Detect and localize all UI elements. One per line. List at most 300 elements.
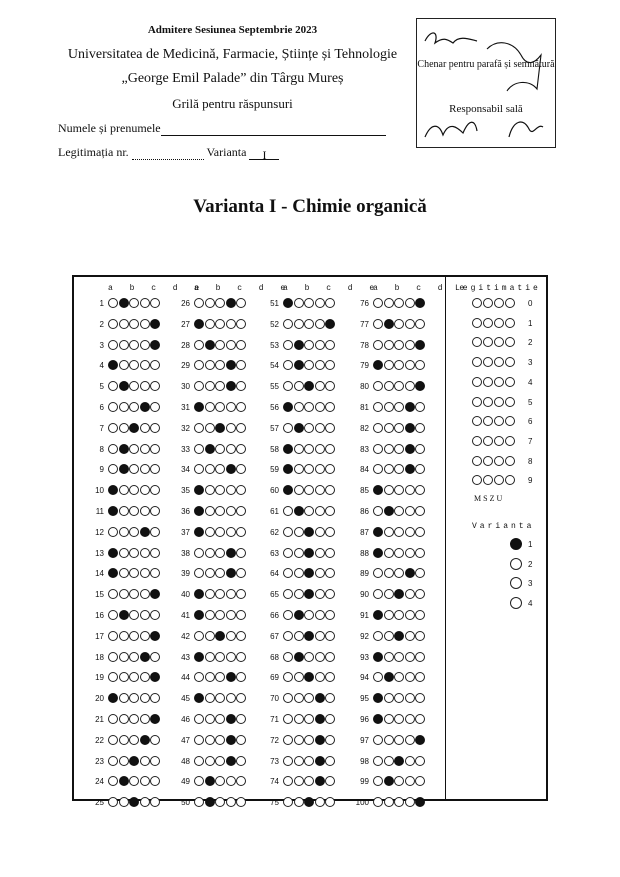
answer-bubble[interactable]	[325, 548, 335, 558]
answer-bubble[interactable]	[150, 340, 160, 350]
answer-bubble[interactable]	[405, 464, 415, 474]
answer-bubble[interactable]	[205, 714, 215, 724]
answer-bubble[interactable]	[236, 319, 246, 329]
answer-bubble[interactable]	[373, 631, 383, 641]
answer-bubble[interactable]	[394, 797, 404, 807]
name-field[interactable]	[161, 124, 386, 136]
answer-bubble[interactable]	[315, 797, 325, 807]
answer-bubble[interactable]	[415, 797, 425, 807]
answer-bubble[interactable]	[384, 631, 394, 641]
answer-bubble[interactable]	[226, 298, 236, 308]
answer-bubble[interactable]	[304, 298, 314, 308]
varianta-bubble[interactable]	[510, 538, 522, 550]
answer-bubble[interactable]	[373, 756, 383, 766]
answer-bubble[interactable]	[119, 360, 129, 370]
answer-bubble[interactable]	[384, 672, 394, 682]
answer-bubble[interactable]	[194, 444, 204, 454]
id-digit-bubble[interactable]	[472, 298, 482, 308]
answer-bubble[interactable]	[140, 464, 150, 474]
answer-bubble[interactable]	[315, 610, 325, 620]
answer-bubble[interactable]	[415, 735, 425, 745]
answer-bubble[interactable]	[415, 423, 425, 433]
answer-bubble[interactable]	[384, 797, 394, 807]
id-digit-bubble[interactable]	[505, 436, 515, 446]
answer-bubble[interactable]	[236, 548, 246, 558]
answer-bubble[interactable]	[205, 589, 215, 599]
answer-bubble[interactable]	[384, 693, 394, 703]
answer-bubble[interactable]	[294, 381, 304, 391]
answer-bubble[interactable]	[294, 527, 304, 537]
id-digit-bubble[interactable]	[505, 318, 515, 328]
answer-bubble[interactable]	[140, 714, 150, 724]
answer-bubble[interactable]	[294, 693, 304, 703]
answer-bubble[interactable]	[236, 423, 246, 433]
answer-bubble[interactable]	[294, 568, 304, 578]
answer-bubble[interactable]	[215, 298, 225, 308]
answer-bubble[interactable]	[304, 444, 314, 454]
answer-bubble[interactable]	[140, 485, 150, 495]
answer-bubble[interactable]	[315, 444, 325, 454]
answer-bubble[interactable]	[140, 444, 150, 454]
answer-bubble[interactable]	[226, 527, 236, 537]
id-digit-bubble[interactable]	[483, 436, 493, 446]
answer-bubble[interactable]	[415, 714, 425, 724]
answer-bubble[interactable]	[119, 631, 129, 641]
answer-bubble[interactable]	[119, 756, 129, 766]
answer-bubble[interactable]	[373, 714, 383, 724]
answer-bubble[interactable]	[384, 381, 394, 391]
answer-bubble[interactable]	[150, 797, 160, 807]
answer-bubble[interactable]	[226, 485, 236, 495]
answer-bubble[interactable]	[415, 319, 425, 329]
answer-bubble[interactable]	[226, 672, 236, 682]
answer-bubble[interactable]	[236, 797, 246, 807]
answer-bubble[interactable]	[394, 319, 404, 329]
varianta-bubble[interactable]	[510, 597, 522, 609]
answer-bubble[interactable]	[226, 319, 236, 329]
answer-bubble[interactable]	[150, 714, 160, 724]
answer-bubble[interactable]	[415, 756, 425, 766]
answer-bubble[interactable]	[384, 756, 394, 766]
answer-bubble[interactable]	[140, 506, 150, 516]
answer-bubble[interactable]	[215, 797, 225, 807]
answer-bubble[interactable]	[394, 506, 404, 516]
id-digit-bubble[interactable]	[472, 436, 482, 446]
answer-bubble[interactable]	[140, 776, 150, 786]
answer-bubble[interactable]	[315, 319, 325, 329]
id-digit-bubble[interactable]	[494, 436, 504, 446]
answer-bubble[interactable]	[108, 756, 118, 766]
answer-bubble[interactable]	[315, 485, 325, 495]
id-digit-bubble[interactable]	[505, 377, 515, 387]
id-digit-bubble[interactable]	[472, 456, 482, 466]
answer-bubble[interactable]	[236, 402, 246, 412]
answer-bubble[interactable]	[405, 444, 415, 454]
id-digit-bubble[interactable]	[494, 377, 504, 387]
answer-bubble[interactable]	[119, 568, 129, 578]
id-digit-bubble[interactable]	[472, 377, 482, 387]
answer-bubble[interactable]	[373, 402, 383, 412]
answer-bubble[interactable]	[394, 610, 404, 620]
id-digit-bubble[interactable]	[505, 397, 515, 407]
id-digit-bubble[interactable]	[483, 377, 493, 387]
answer-bubble[interactable]	[315, 568, 325, 578]
answer-bubble[interactable]	[405, 672, 415, 682]
answer-bubble[interactable]	[236, 610, 246, 620]
answer-bubble[interactable]	[384, 527, 394, 537]
answer-bubble[interactable]	[194, 548, 204, 558]
answer-bubble[interactable]	[405, 652, 415, 662]
answer-bubble[interactable]	[215, 340, 225, 350]
answer-bubble[interactable]	[283, 714, 293, 724]
answer-bubble[interactable]	[140, 381, 150, 391]
answer-bubble[interactable]	[304, 756, 314, 766]
answer-bubble[interactable]	[119, 319, 129, 329]
answer-bubble[interactable]	[205, 568, 215, 578]
answer-bubble[interactable]	[325, 319, 335, 329]
answer-bubble[interactable]	[119, 589, 129, 599]
answer-bubble[interactable]	[315, 506, 325, 516]
answer-bubble[interactable]	[205, 797, 215, 807]
answer-bubble[interactable]	[405, 527, 415, 537]
answer-bubble[interactable]	[150, 756, 160, 766]
answer-bubble[interactable]	[129, 340, 139, 350]
answer-bubble[interactable]	[215, 423, 225, 433]
answer-bubble[interactable]	[304, 423, 314, 433]
answer-bubble[interactable]	[205, 444, 215, 454]
answer-bubble[interactable]	[294, 756, 304, 766]
answer-bubble[interactable]	[205, 360, 215, 370]
answer-bubble[interactable]	[394, 444, 404, 454]
answer-bubble[interactable]	[325, 506, 335, 516]
answer-bubble[interactable]	[205, 756, 215, 766]
answer-bubble[interactable]	[119, 444, 129, 454]
answer-bubble[interactable]	[373, 444, 383, 454]
answer-bubble[interactable]	[405, 340, 415, 350]
answer-bubble[interactable]	[294, 444, 304, 454]
answer-bubble[interactable]	[119, 735, 129, 745]
answer-bubble[interactable]	[384, 506, 394, 516]
answer-bubble[interactable]	[226, 652, 236, 662]
id-digit-bubble[interactable]	[483, 456, 493, 466]
answer-bubble[interactable]	[129, 444, 139, 454]
answer-bubble[interactable]	[405, 776, 415, 786]
answer-bubble[interactable]	[373, 340, 383, 350]
answer-bubble[interactable]	[315, 672, 325, 682]
answer-bubble[interactable]	[394, 527, 404, 537]
answer-bubble[interactable]	[373, 298, 383, 308]
answer-bubble[interactable]	[226, 464, 236, 474]
answer-bubble[interactable]	[325, 631, 335, 641]
answer-bubble[interactable]	[294, 776, 304, 786]
answer-bubble[interactable]	[294, 340, 304, 350]
answer-bubble[interactable]	[304, 548, 314, 558]
answer-bubble[interactable]	[119, 423, 129, 433]
answer-bubble[interactable]	[226, 402, 236, 412]
answer-bubble[interactable]	[205, 652, 215, 662]
answer-bubble[interactable]	[304, 340, 314, 350]
answer-bubble[interactable]	[140, 693, 150, 703]
answer-bubble[interactable]	[315, 756, 325, 766]
answer-bubble[interactable]	[304, 631, 314, 641]
answer-bubble[interactable]	[373, 527, 383, 537]
answer-bubble[interactable]	[108, 797, 118, 807]
id-digit-bubble[interactable]	[494, 456, 504, 466]
id-field[interactable]	[132, 148, 204, 160]
answer-bubble[interactable]	[150, 423, 160, 433]
answer-bubble[interactable]	[215, 319, 225, 329]
answer-bubble[interactable]	[226, 631, 236, 641]
answer-bubble[interactable]	[304, 735, 314, 745]
answer-bubble[interactable]	[129, 797, 139, 807]
answer-bubble[interactable]	[294, 319, 304, 329]
answer-bubble[interactable]	[226, 589, 236, 599]
answer-bubble[interactable]	[140, 756, 150, 766]
answer-bubble[interactable]	[384, 735, 394, 745]
answer-bubble[interactable]	[315, 360, 325, 370]
answer-bubble[interactable]	[119, 693, 129, 703]
answer-bubble[interactable]	[119, 610, 129, 620]
answer-bubble[interactable]	[108, 506, 118, 516]
answer-bubble[interactable]	[315, 423, 325, 433]
answer-bubble[interactable]	[119, 672, 129, 682]
answer-bubble[interactable]	[283, 506, 293, 516]
answer-bubble[interactable]	[205, 610, 215, 620]
answer-bubble[interactable]	[150, 527, 160, 537]
answer-bubble[interactable]	[194, 735, 204, 745]
id-digit-bubble[interactable]	[472, 397, 482, 407]
answer-bubble[interactable]	[283, 548, 293, 558]
answer-bubble[interactable]	[236, 631, 246, 641]
answer-bubble[interactable]	[283, 652, 293, 662]
answer-bubble[interactable]	[384, 464, 394, 474]
answer-bubble[interactable]	[205, 631, 215, 641]
answer-bubble[interactable]	[325, 735, 335, 745]
answer-bubble[interactable]	[373, 652, 383, 662]
answer-bubble[interactable]	[294, 797, 304, 807]
answer-bubble[interactable]	[108, 319, 118, 329]
answer-bubble[interactable]	[294, 652, 304, 662]
answer-bubble[interactable]	[236, 444, 246, 454]
answer-bubble[interactable]	[150, 631, 160, 641]
answer-bubble[interactable]	[283, 735, 293, 745]
answer-bubble[interactable]	[194, 610, 204, 620]
answer-bubble[interactable]	[294, 402, 304, 412]
answer-bubble[interactable]	[194, 652, 204, 662]
answer-bubble[interactable]	[236, 298, 246, 308]
answer-bubble[interactable]	[325, 402, 335, 412]
answer-bubble[interactable]	[140, 672, 150, 682]
answer-bubble[interactable]	[405, 756, 415, 766]
answer-bubble[interactable]	[129, 298, 139, 308]
answer-bubble[interactable]	[119, 527, 129, 537]
answer-bubble[interactable]	[325, 444, 335, 454]
answer-bubble[interactable]	[315, 402, 325, 412]
answer-bubble[interactable]	[236, 340, 246, 350]
answer-bubble[interactable]	[315, 631, 325, 641]
answer-bubble[interactable]	[150, 444, 160, 454]
answer-bubble[interactable]	[226, 797, 236, 807]
answer-bubble[interactable]	[236, 735, 246, 745]
answer-bubble[interactable]	[384, 319, 394, 329]
answer-bubble[interactable]	[373, 548, 383, 558]
answer-bubble[interactable]	[150, 298, 160, 308]
answer-bubble[interactable]	[283, 319, 293, 329]
answer-bubble[interactable]	[405, 402, 415, 412]
answer-bubble[interactable]	[226, 756, 236, 766]
answer-bubble[interactable]	[205, 402, 215, 412]
answer-bubble[interactable]	[415, 340, 425, 350]
answer-bubble[interactable]	[304, 319, 314, 329]
answer-bubble[interactable]	[129, 548, 139, 558]
answer-bubble[interactable]	[205, 381, 215, 391]
answer-bubble[interactable]	[315, 548, 325, 558]
answer-bubble[interactable]	[394, 402, 404, 412]
answer-bubble[interactable]	[415, 527, 425, 537]
answer-bubble[interactable]	[283, 610, 293, 620]
answer-bubble[interactable]	[405, 360, 415, 370]
answer-bubble[interactable]	[283, 423, 293, 433]
answer-bubble[interactable]	[236, 506, 246, 516]
answer-bubble[interactable]	[294, 610, 304, 620]
answer-bubble[interactable]	[283, 298, 293, 308]
id-digit-bubble[interactable]	[505, 298, 515, 308]
answer-bubble[interactable]	[226, 381, 236, 391]
answer-bubble[interactable]	[215, 756, 225, 766]
answer-bubble[interactable]	[415, 298, 425, 308]
answer-bubble[interactable]	[140, 298, 150, 308]
answer-bubble[interactable]	[405, 548, 415, 558]
answer-bubble[interactable]	[405, 610, 415, 620]
answer-bubble[interactable]	[236, 714, 246, 724]
answer-bubble[interactable]	[119, 381, 129, 391]
answer-bubble[interactable]	[325, 610, 335, 620]
answer-bubble[interactable]	[140, 589, 150, 599]
answer-bubble[interactable]	[325, 340, 335, 350]
answer-bubble[interactable]	[150, 735, 160, 745]
answer-bubble[interactable]	[129, 402, 139, 412]
answer-bubble[interactable]	[226, 610, 236, 620]
answer-bubble[interactable]	[325, 714, 335, 724]
answer-bubble[interactable]	[226, 423, 236, 433]
answer-bubble[interactable]	[325, 527, 335, 537]
answer-bubble[interactable]	[236, 756, 246, 766]
answer-bubble[interactable]	[108, 527, 118, 537]
answer-bubble[interactable]	[415, 506, 425, 516]
answer-bubble[interactable]	[205, 319, 215, 329]
answer-bubble[interactable]	[325, 298, 335, 308]
answer-bubble[interactable]	[304, 506, 314, 516]
answer-bubble[interactable]	[294, 298, 304, 308]
answer-bubble[interactable]	[304, 714, 314, 724]
answer-bubble[interactable]	[194, 797, 204, 807]
answer-bubble[interactable]	[129, 527, 139, 537]
answer-bubble[interactable]	[226, 714, 236, 724]
answer-bubble[interactable]	[108, 631, 118, 641]
answer-bubble[interactable]	[194, 527, 204, 537]
answer-bubble[interactable]	[405, 506, 415, 516]
id-digit-bubble[interactable]	[472, 318, 482, 328]
answer-bubble[interactable]	[194, 340, 204, 350]
id-digit-bubble[interactable]	[505, 456, 515, 466]
answer-bubble[interactable]	[325, 423, 335, 433]
answer-bubble[interactable]	[394, 548, 404, 558]
id-digit-bubble[interactable]	[483, 298, 493, 308]
answer-bubble[interactable]	[140, 402, 150, 412]
answer-bubble[interactable]	[108, 423, 118, 433]
answer-bubble[interactable]	[384, 589, 394, 599]
answer-bubble[interactable]	[294, 672, 304, 682]
answer-bubble[interactable]	[304, 527, 314, 537]
answer-bubble[interactable]	[194, 423, 204, 433]
answer-bubble[interactable]	[215, 548, 225, 558]
answer-bubble[interactable]	[283, 756, 293, 766]
answer-bubble[interactable]	[405, 735, 415, 745]
answer-bubble[interactable]	[325, 652, 335, 662]
answer-bubble[interactable]	[205, 485, 215, 495]
answer-bubble[interactable]	[119, 548, 129, 558]
answer-bubble[interactable]	[215, 610, 225, 620]
answer-bubble[interactable]	[129, 652, 139, 662]
answer-bubble[interactable]	[283, 631, 293, 641]
answer-bubble[interactable]	[194, 298, 204, 308]
answer-bubble[interactable]	[194, 506, 204, 516]
answer-bubble[interactable]	[205, 672, 215, 682]
answer-bubble[interactable]	[108, 444, 118, 454]
answer-bubble[interactable]	[140, 568, 150, 578]
answer-bubble[interactable]	[405, 693, 415, 703]
answer-bubble[interactable]	[384, 652, 394, 662]
answer-bubble[interactable]	[226, 693, 236, 703]
answer-bubble[interactable]	[140, 340, 150, 350]
answer-bubble[interactable]	[405, 797, 415, 807]
answer-bubble[interactable]	[215, 714, 225, 724]
answer-bubble[interactable]	[119, 298, 129, 308]
answer-bubble[interactable]	[119, 797, 129, 807]
answer-bubble[interactable]	[405, 381, 415, 391]
answer-bubble[interactable]	[108, 340, 118, 350]
answer-bubble[interactable]	[226, 506, 236, 516]
answer-bubble[interactable]	[205, 693, 215, 703]
answer-bubble[interactable]	[394, 714, 404, 724]
answer-bubble[interactable]	[415, 610, 425, 620]
id-digit-bubble[interactable]	[483, 397, 493, 407]
answer-bubble[interactable]	[415, 444, 425, 454]
answer-bubble[interactable]	[205, 298, 215, 308]
answer-bubble[interactable]	[384, 568, 394, 578]
answer-bubble[interactable]	[140, 797, 150, 807]
answer-bubble[interactable]	[119, 485, 129, 495]
answer-bubble[interactable]	[108, 298, 118, 308]
answer-bubble[interactable]	[325, 797, 335, 807]
answer-bubble[interactable]	[373, 735, 383, 745]
answer-bubble[interactable]	[315, 527, 325, 537]
answer-bubble[interactable]	[129, 735, 139, 745]
answer-bubble[interactable]	[129, 756, 139, 766]
answer-bubble[interactable]	[194, 319, 204, 329]
answer-bubble[interactable]	[108, 610, 118, 620]
answer-bubble[interactable]	[304, 652, 314, 662]
answer-bubble[interactable]	[205, 548, 215, 558]
answer-bubble[interactable]	[394, 298, 404, 308]
id-digit-bubble[interactable]	[483, 318, 493, 328]
answer-bubble[interactable]	[119, 340, 129, 350]
answer-bubble[interactable]	[205, 776, 215, 786]
answer-bubble[interactable]	[405, 485, 415, 495]
answer-bubble[interactable]	[140, 360, 150, 370]
answer-bubble[interactable]	[315, 693, 325, 703]
answer-bubble[interactable]	[405, 298, 415, 308]
